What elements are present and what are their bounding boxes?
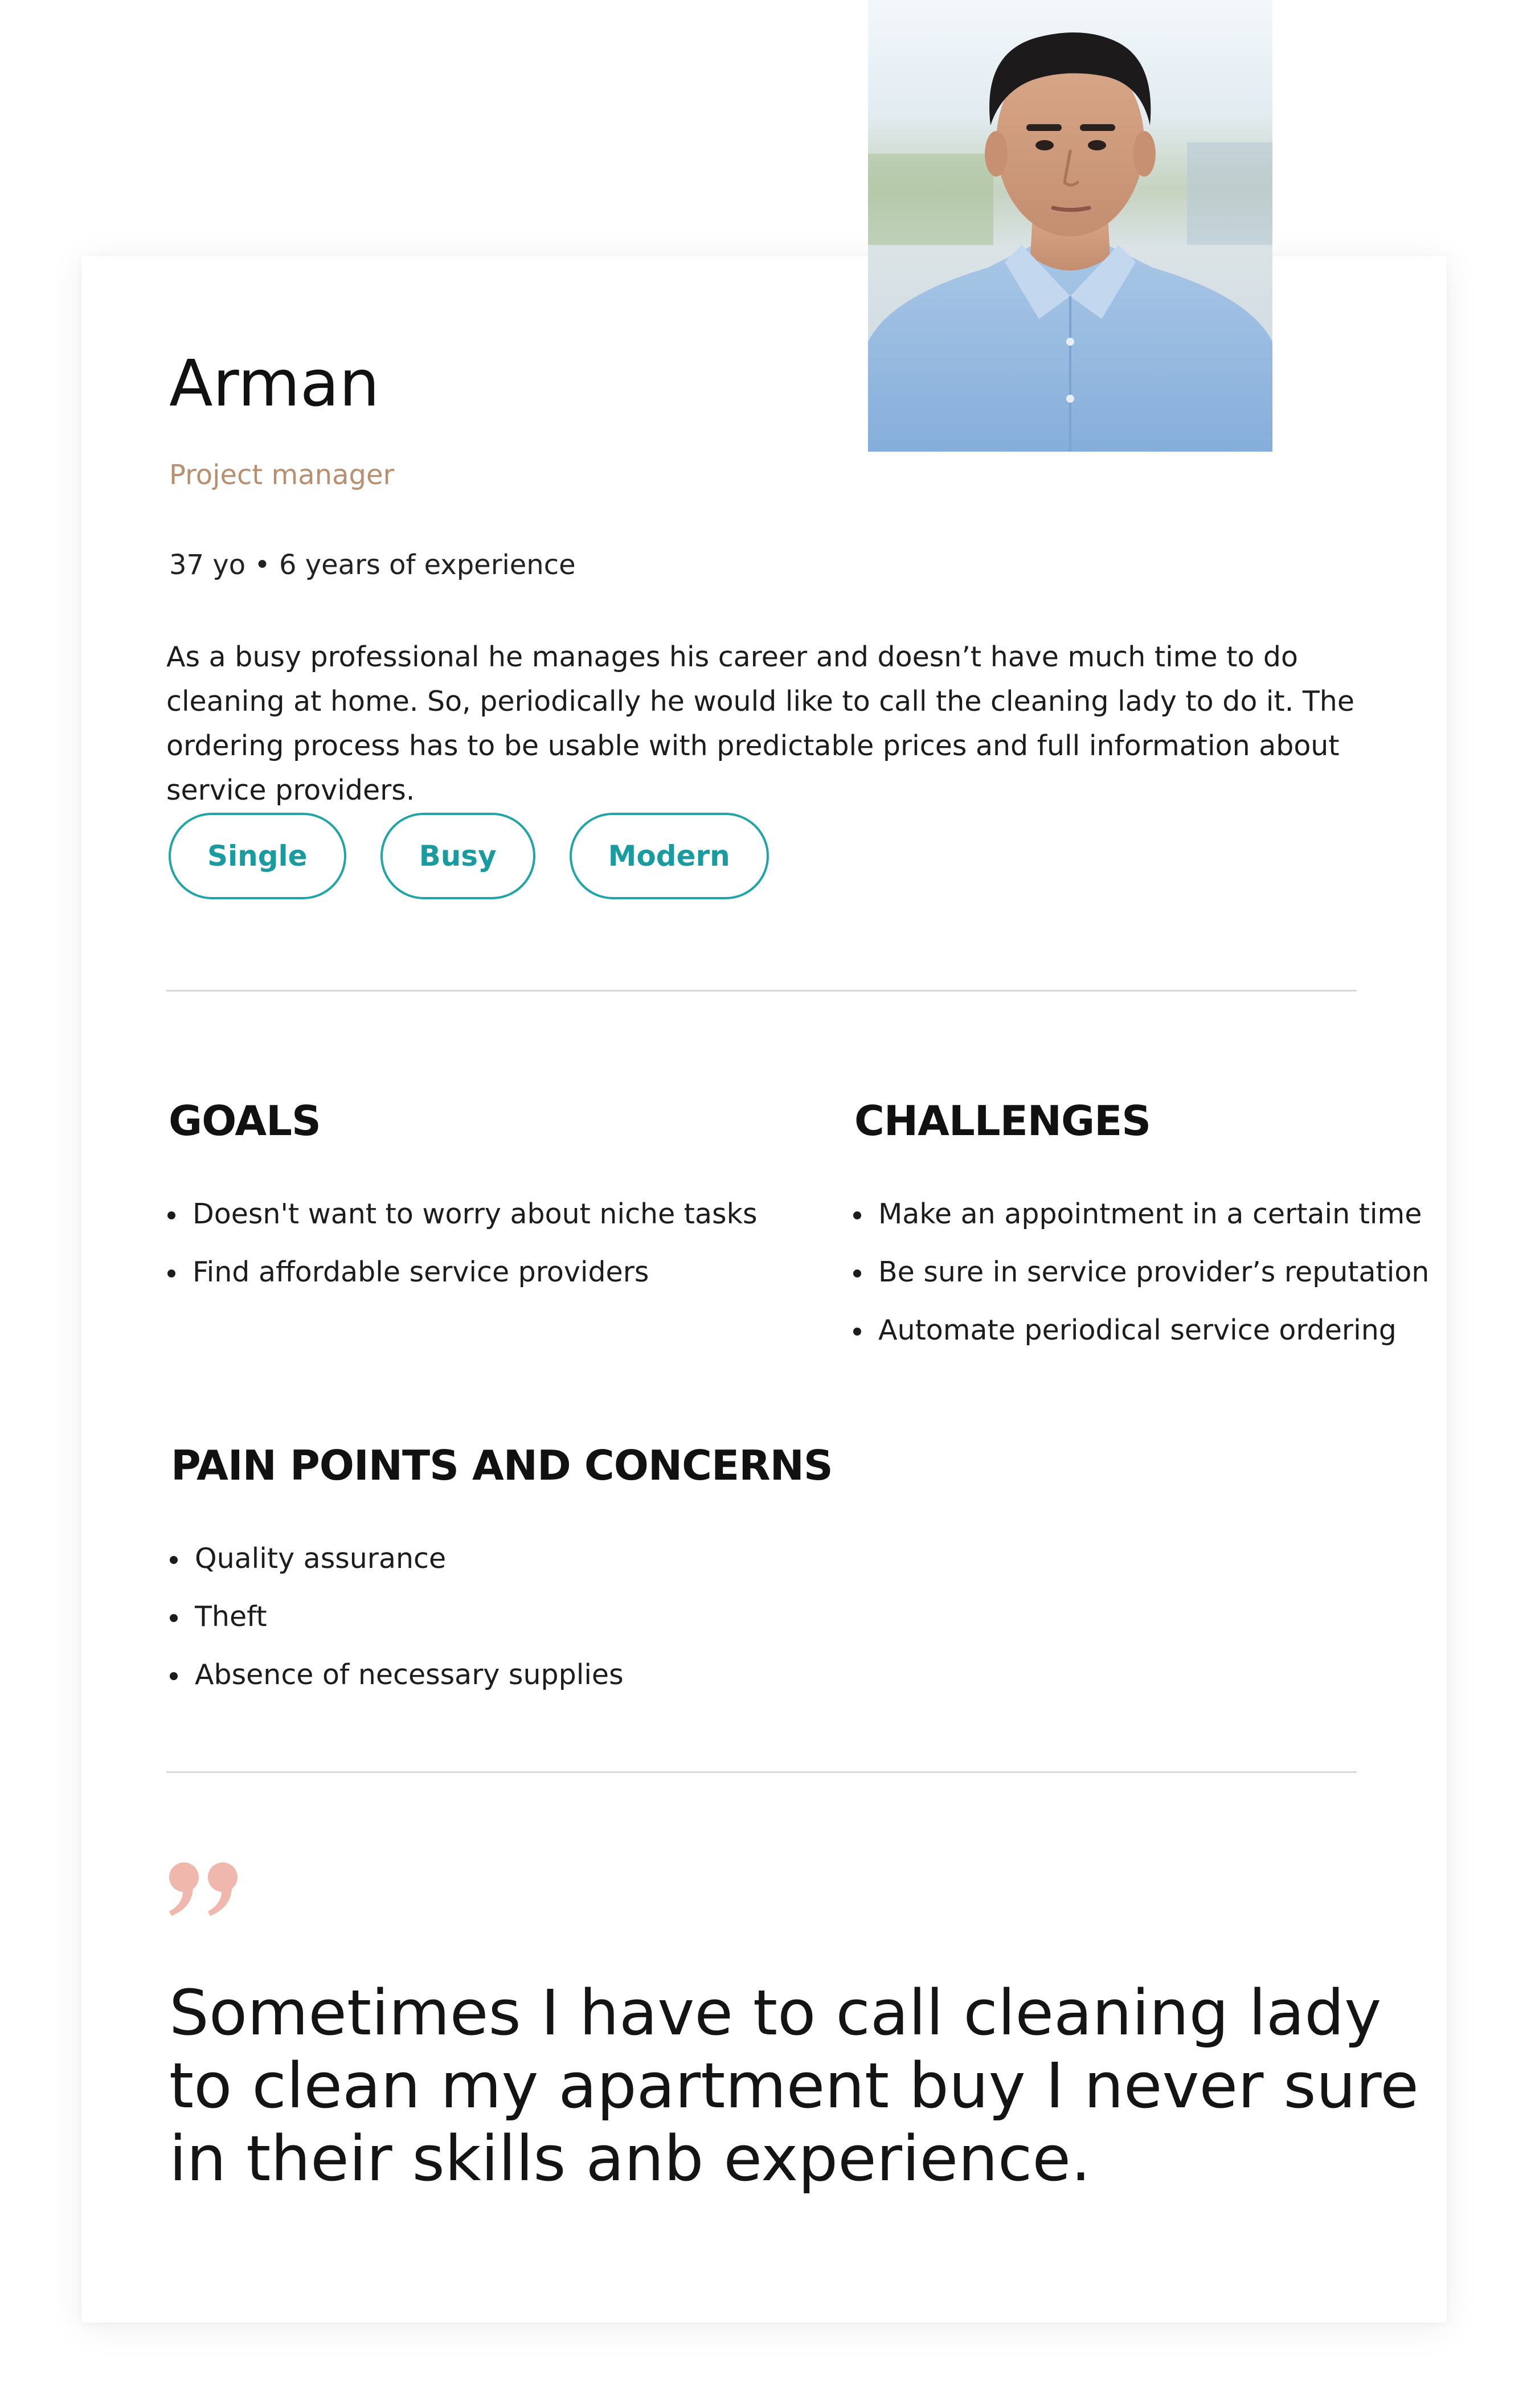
- pain-points-item: Theft: [169, 1588, 624, 1646]
- quote-mark-icon: [168, 1861, 242, 1920]
- tag-single[interactable]: Single: [169, 813, 346, 899]
- goals-list: [166, 1185, 757, 1301]
- divider-bottom: [166, 1771, 1357, 1773]
- persona-role: Project manager: [169, 459, 395, 491]
- portrait-illustration: [868, 0, 1272, 452]
- pain-points-item: Absence of necessary supplies: [169, 1646, 624, 1704]
- persona-name: Arman: [169, 347, 380, 421]
- tag-modern[interactable]: Modern: [570, 813, 769, 899]
- challenges-item: Be sure in service provider’s reputation: [852, 1243, 1429, 1301]
- persona-photo: [868, 0, 1272, 452]
- challenges-item: Automate periodical service ordering: [852, 1301, 1429, 1359]
- challenges-title: CHALLENGES: [854, 1097, 1151, 1145]
- challenges-item: Make an appointment in a certain time: [852, 1185, 1429, 1243]
- goals-item: Find affordable service providers: [166, 1243, 757, 1301]
- persona-tags: [169, 813, 769, 899]
- goals-item: Doesn't want to worry about niche tasks: [166, 1185, 757, 1243]
- persona-quote: Sometimes I have to call cleaning lady to clean my apartment buy I never sure in their skills anb experience.: [169, 1976, 1419, 2195]
- persona-meta: 37 yo • 6 years of experience: [169, 549, 576, 581]
- pain-points-item: Quality assurance: [169, 1530, 624, 1588]
- persona-bio: As a busy professional he manages his career and doesn’t have much time to do cleaning at home. So, periodically he would like to call the cleaning lady to do it. The ordering process has to be usable with predictable prices and full information about service providers.: [166, 641, 1354, 806]
- goals-title: GOALS: [169, 1097, 321, 1145]
- pain-points-title: PAIN POINTS AND CONCERNS: [171, 1441, 833, 1489]
- tag-busy[interactable]: Busy: [380, 813, 535, 899]
- pain-points-list: [169, 1530, 624, 1704]
- divider-top: [166, 990, 1357, 992]
- challenges-list: [852, 1185, 1429, 1359]
